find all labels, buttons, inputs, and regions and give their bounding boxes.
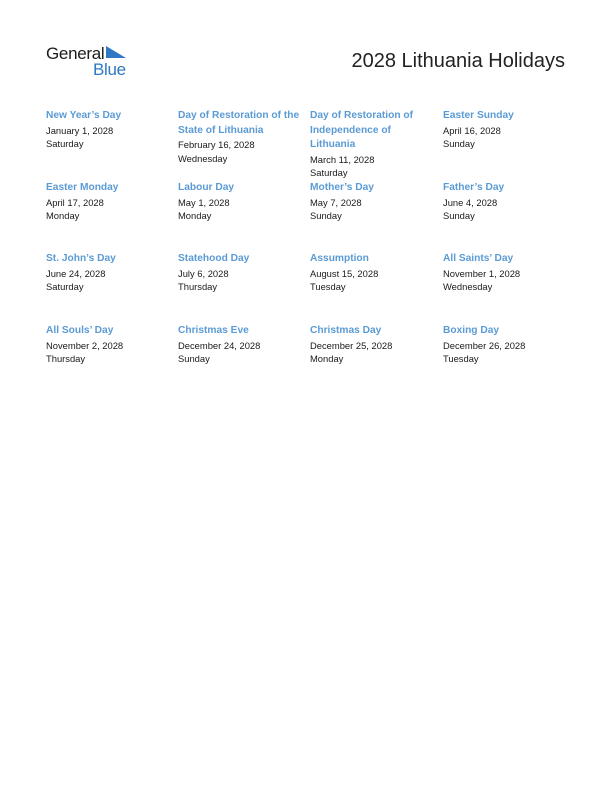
holiday-date: December 25, 2028 <box>310 339 393 351</box>
holiday-name: Day of Restoration of Independence of Lithuania <box>310 110 414 150</box>
holiday-date: November 2, 2028 <box>46 339 124 351</box>
holiday-entry <box>178 324 303 366</box>
holiday-weekday: Wednesday <box>178 152 228 164</box>
holiday-entry <box>46 324 171 366</box>
holiday-entry <box>310 324 435 366</box>
holiday-entry <box>443 252 568 294</box>
holiday-weekday: Sunday <box>178 353 210 364</box>
holiday-name: Day of Restoration of the State of Lithuania <box>178 110 300 136</box>
holiday-name: Statehood Day <box>178 253 250 264</box>
holiday-weekday: Monday <box>178 210 212 221</box>
holiday-entry <box>46 181 171 223</box>
holiday-entry <box>46 109 171 151</box>
holiday-date: May 7, 2028 <box>310 196 362 208</box>
holiday-date: November 1, 2028 <box>443 267 521 279</box>
holiday-entry <box>310 109 425 180</box>
logo-text-general: General <box>46 44 105 63</box>
holiday-weekday: Saturday <box>46 281 84 292</box>
holiday-date: June 4, 2028 <box>443 196 498 208</box>
holiday-date: August 15, 2028 <box>310 267 379 279</box>
holiday-date: February 16, 2028 <box>178 139 255 150</box>
holiday-name: Christmas Eve <box>178 325 249 336</box>
holiday-date: January 1, 2028 <box>46 124 114 136</box>
holiday-weekday: Saturday <box>46 138 84 149</box>
holiday-weekday: Monday <box>310 353 344 364</box>
holiday-date: April 17, 2028 <box>46 196 104 208</box>
holiday-name: All Souls’ Day <box>46 325 114 336</box>
holiday-entry <box>443 181 568 223</box>
holiday-weekday: Sunday <box>310 210 342 221</box>
holiday-weekday: Monday <box>46 210 80 221</box>
holiday-entry <box>178 181 303 223</box>
holiday-date: June 24, 2028 <box>46 267 106 279</box>
holiday-date: December 24, 2028 <box>178 339 261 351</box>
holiday-name: Christmas Day <box>310 325 382 336</box>
holiday-entry <box>443 324 568 366</box>
holiday-entry <box>310 252 435 294</box>
holiday-weekday: Wednesday <box>443 281 493 292</box>
holiday-date: May 1, 2028 <box>178 196 230 208</box>
holiday-entry <box>178 109 303 165</box>
holiday-date: December 26, 2028 <box>443 339 526 351</box>
holiday-date: April 16, 2028 <box>443 124 501 136</box>
holiday-name: Assumption <box>310 253 369 264</box>
holiday-weekday: Tuesday <box>310 281 346 292</box>
holiday-weekday: Sunday <box>443 138 475 149</box>
holiday-entry <box>310 181 435 223</box>
holiday-name: All Saints’ Day <box>443 253 514 264</box>
holiday-weekday: Saturday <box>310 167 348 178</box>
holiday-date: July 6, 2028 <box>178 267 229 279</box>
holiday-weekday: Tuesday <box>443 353 479 364</box>
holiday-name: Mother’s Day <box>310 182 374 193</box>
holiday-name: Boxing Day <box>443 325 500 336</box>
holiday-weekday: Thursday <box>46 353 86 364</box>
holiday-entry <box>178 252 303 294</box>
logo-text-blue: Blue <box>93 60 126 79</box>
holiday-name: New Year’s Day <box>46 110 122 121</box>
holiday-name: St. John’s Day <box>46 253 116 264</box>
brand-logo <box>46 44 136 80</box>
holiday-date: March 11, 2028 <box>310 153 375 165</box>
holiday-name: Easter Sunday <box>443 110 514 121</box>
holiday-weekday: Thursday <box>178 281 218 292</box>
holiday-name: Father’s Day <box>443 182 505 193</box>
holiday-entry <box>46 252 171 294</box>
holiday-entry <box>443 109 568 151</box>
page-title: 2028 Lithuania Holidays <box>351 50 565 72</box>
holiday-weekday: Sunday <box>443 210 475 221</box>
holiday-name: Labour Day <box>178 182 235 193</box>
holiday-name: Easter Monday <box>46 182 119 193</box>
